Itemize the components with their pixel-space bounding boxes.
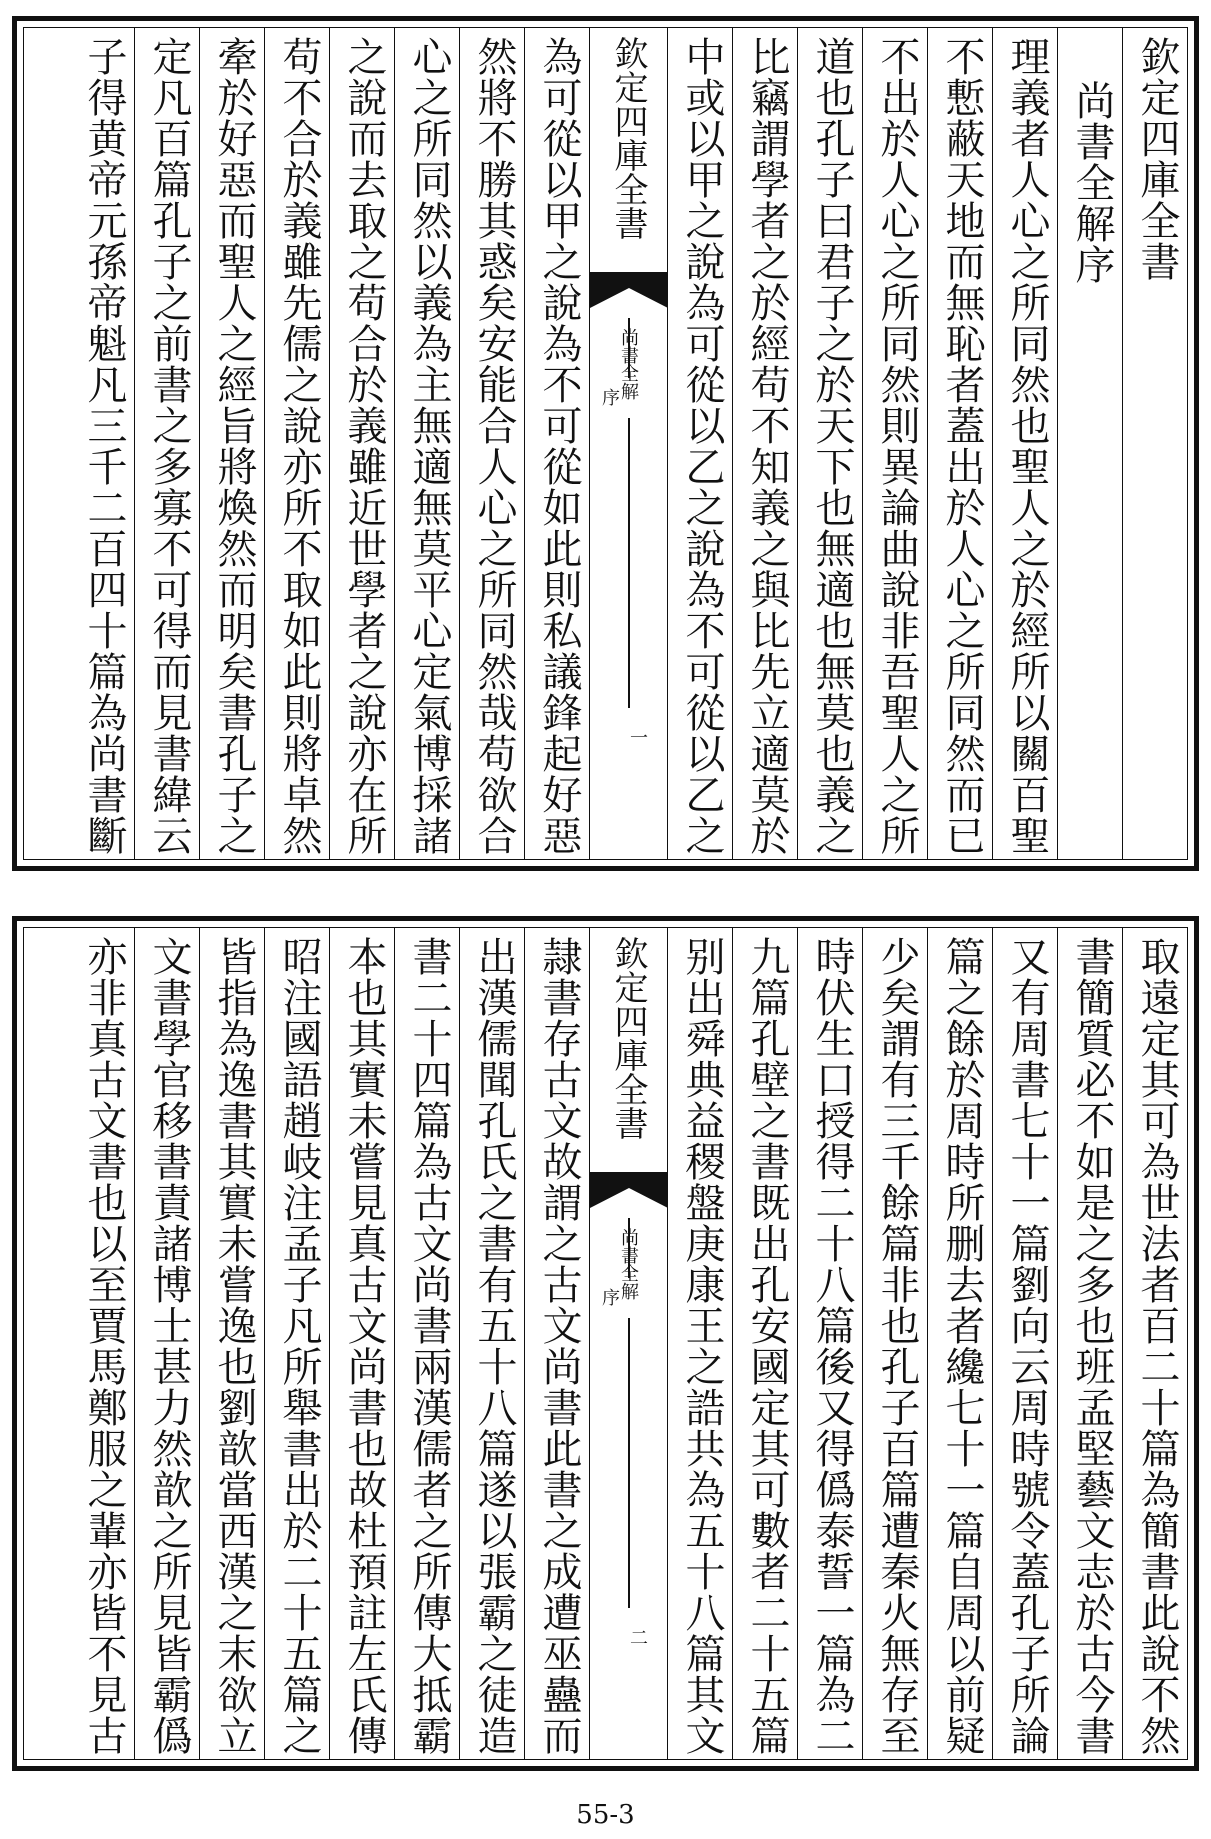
fold-section-label: 序: [599, 388, 620, 406]
text-column: 亦非真古文書也以至賈馬鄭服之輩亦皆不見古: [81, 936, 127, 1756]
lower-page-columns: [24, 928, 1187, 1759]
text-column: 取遠定其可為世法者百二十篇為簡書此說不然: [1122, 928, 1187, 1759]
fishtail-mark-icon: [590, 1172, 667, 1208]
center-fold: [589, 928, 667, 1759]
center-fold: [589, 28, 667, 859]
fold-series-title: 欽定四庫全書: [608, 36, 648, 240]
text-column: 時伏生口授得二十八篇後又得僞泰誓一篇為二: [797, 928, 862, 1759]
text-column: 昭注國語趙岐注孟子凡所舉書出於二十五篇之: [264, 928, 329, 1759]
text-column: 又有周書七十一篇劉向云周時號令蓋孔子所論: [992, 928, 1057, 1759]
fold-section-label: 序: [599, 1288, 620, 1306]
text-column: 不出於人心之所同然則異論曲說非吾聖人之所: [862, 28, 927, 859]
lower-page: [12, 916, 1199, 1771]
text-column: 少矣謂有三千餘篇非也孔子百篇遭秦火無存至: [862, 928, 927, 1759]
text-column: 比竊謂學者之於經苟不知義之與比先立適莫於: [732, 28, 797, 859]
fold-page-number: 二: [627, 1628, 648, 1646]
text-column: 子得黄帝元孫帝魁凡三千二百四十篇為尚書斷: [81, 36, 127, 856]
text-column: 之說而去取之苟合於義雖近世學者之說亦在所: [329, 28, 394, 859]
fold-book-title: 尚書全解: [618, 328, 639, 400]
text-column: 隷書存古文故謂之古文尚書此書之成遭巫蠱而: [524, 928, 589, 1759]
upper-page-frame: [23, 27, 1188, 860]
preface-title: 尚書全解序: [1057, 28, 1122, 859]
text-column: 牽於好惡而聖人之經旨將煥然而明矣書孔子之: [199, 28, 264, 859]
text-column: 欽定四庫全書: [1122, 28, 1187, 859]
folio-number: 55-3: [576, 1800, 635, 1830]
text-column: 然將不勝其惑矣安能合人心之所同然哉苟欲合: [459, 28, 524, 859]
upper-page-columns: [24, 28, 1187, 859]
text-column: 九篇孔壁之書既出孔安國定其可數者二十五篇: [732, 928, 797, 1759]
text-column: 理義者人心之所同然也聖人之於經所以關百聖: [992, 28, 1057, 859]
fold-page-number: 一: [627, 728, 648, 746]
fold-book-title: 尚書全解: [618, 1228, 639, 1300]
text-column: 不慙蔽天地而無恥者蓋出於人心之所同然而已: [927, 28, 992, 859]
text-column: 本也其實未嘗見真古文尚書也故杜預註左氏傳: [329, 928, 394, 1759]
fold-rule: [628, 418, 630, 708]
fold-series-title: 欽定四庫全書: [608, 936, 648, 1140]
text-column: 書簡質必不如是之多也班孟堅藝文志於古今書: [1057, 928, 1122, 1759]
text-column: 出漢儒聞孔氏之書有五十八篇遂以張霸之徒造: [459, 928, 524, 1759]
fishtail-mark-icon: [590, 272, 667, 308]
text-column: 心之所同然以義為主無適無莫平心定氣博採諸: [394, 28, 459, 859]
text-column: 定凡百篇孔子之前書之多寡不可得而見書緯云: [134, 28, 199, 859]
text-column: 篇之餘於周時所删去者纔七十一篇自周以前疑: [927, 928, 992, 1759]
text-column: 皆指為逸書其實未嘗逸也劉歆當西漢之末欲立: [199, 928, 264, 1759]
text-column: 中或以甲之說為可從以乙之說為不可從以乙之: [667, 28, 732, 859]
upper-page: [12, 16, 1199, 871]
text-column: 文書學官移書責諸博士甚力然歆之所見皆霸僞: [134, 928, 199, 1759]
text-column: 别出舜典益稷盤庚康王之誥共為五十八篇其文: [667, 928, 732, 1759]
lower-page-frame: [23, 927, 1188, 1760]
text-column: 為可從以甲之說為不可從如此則私議鋒起好惡: [524, 28, 589, 859]
text-column: 書二十四篇為古文尚書兩漢儒者之所傳大抵霸: [394, 928, 459, 1759]
fold-rule: [628, 1318, 630, 1608]
text-column: 道也孔子曰君子之於天下也無適也無莫也義之: [797, 28, 862, 859]
text-column: 苟不合於義雖先儒之說亦所不取如此則將卓然: [264, 28, 329, 859]
